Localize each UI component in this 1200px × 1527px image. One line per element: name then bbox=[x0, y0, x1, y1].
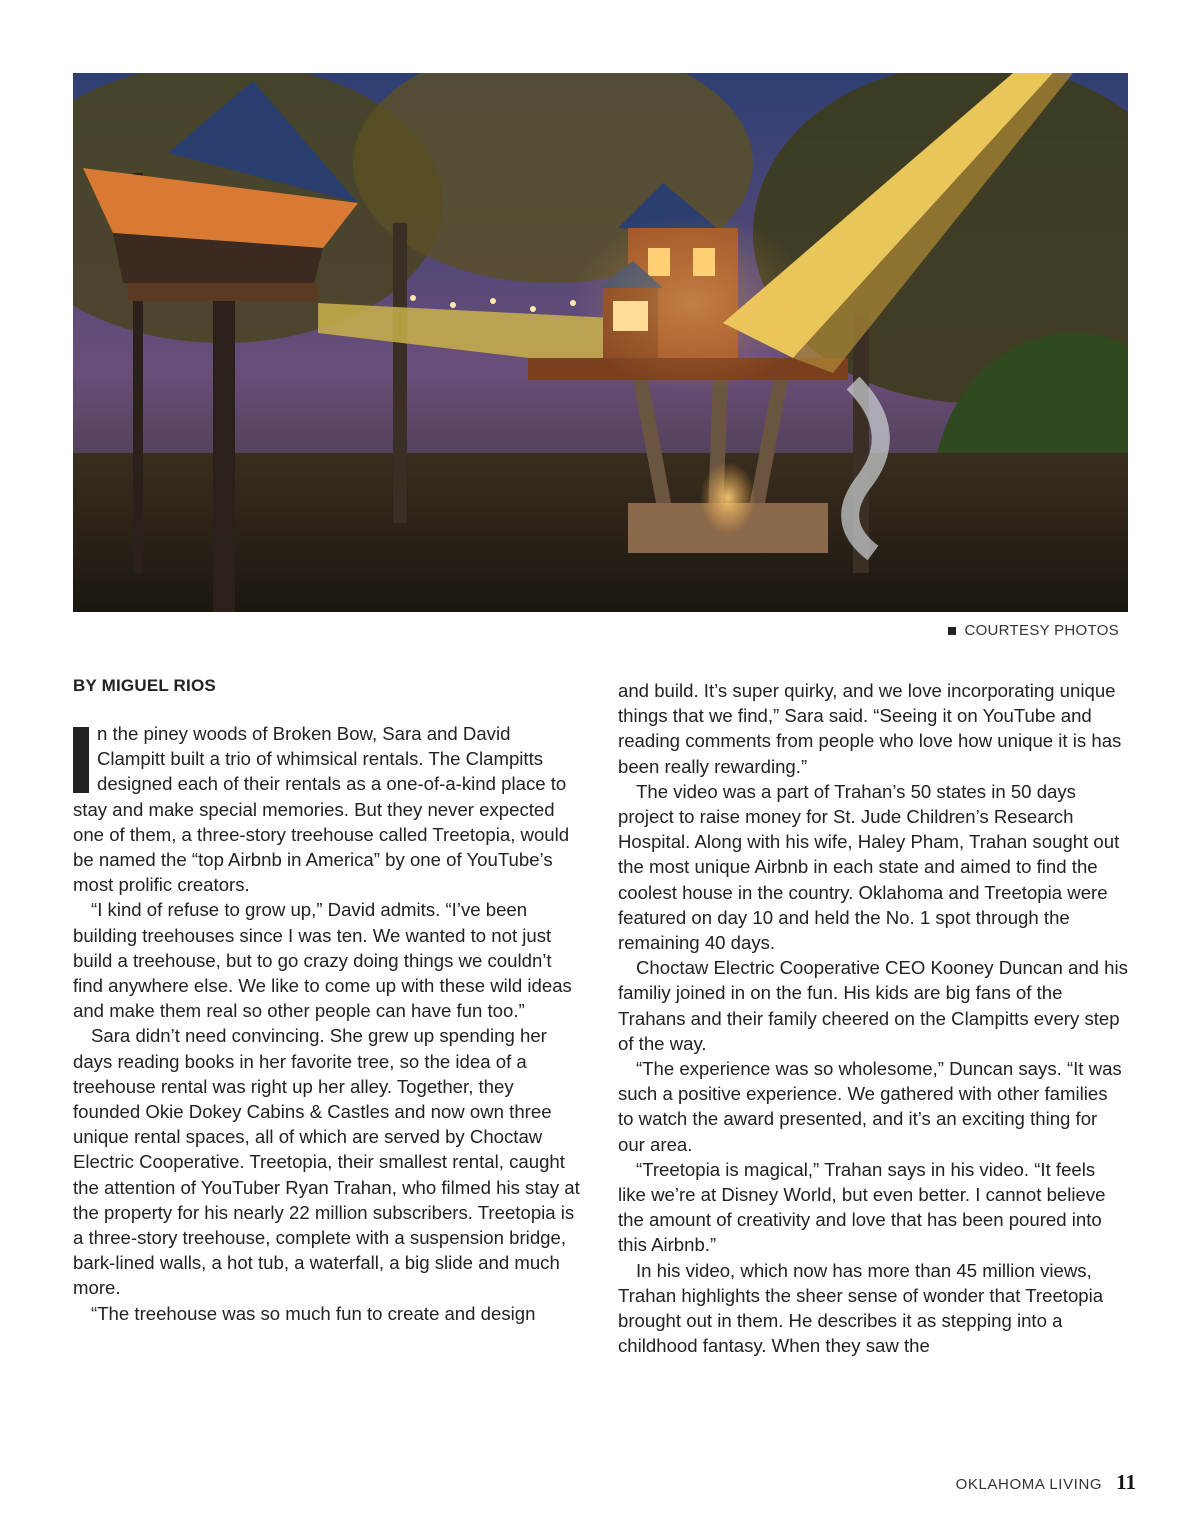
paragraph: In his video, which now has more than 45 million views, Trahan highlights the sheer sense of wonder that Treetopia brought out in them. He describes it as stepping into a childhood fantasy. When they saw the bbox=[618, 1259, 1104, 1357]
photo-credit bbox=[948, 622, 1119, 639]
page-number: 11 bbox=[1116, 1470, 1136, 1494]
dropcap-i bbox=[73, 727, 89, 793]
paragraph: “Treetopia is magical,” Trahan says in his video. “It feels like we’re at Disney World, but even better. I cannot believe the amount of creativity and love that has been poured into this Airbnb.” bbox=[618, 1158, 1106, 1256]
treehouse-photo bbox=[73, 73, 1128, 612]
photo-credit-text: COURTESY PHOTOS bbox=[964, 622, 1119, 639]
paragraph: n the piney woods of Broken Bow, Sara and David Clampitt built a trio of whimsical rentals. The Clampitts designed each of their rentals as a one-of-a-kind place to stay and make special memories. But they never expected one of them, a three-story treehouse called Treetopia, would be named the “top Airbnb in America” by one of YouTube’s most prolific creators. bbox=[73, 723, 570, 896]
paragraph: Choctaw Electric Cooperative CEO Kooney Duncan and his familiy joined in on the fun. His kids are big fans of the Trahans and their family cheered on the Clampitts every step of the way. bbox=[618, 957, 1128, 1054]
magazine-name: OKLAHOMA LIVING bbox=[955, 1476, 1103, 1493]
square-bullet-icon bbox=[948, 627, 956, 635]
paragraph: The video was a part of Trahan’s 50 states in 50 days project to raise money for St. Jude Children’s Research Hospital. Along with his wife, Haley Pham, Trahan sought out the most unique Airbnb in each state and aimed to find the coolest house in the country. Oklahoma and Treetopia were featured on day 10 and held the No. 1 spot through the remaining 40 days. bbox=[618, 780, 1120, 954]
page-footer bbox=[956, 1470, 1136, 1495]
paragraph: “The treehouse was so much fun to create and design bbox=[91, 1302, 536, 1324]
treehouse-illustration bbox=[73, 73, 1128, 612]
article-column-1 bbox=[73, 721, 583, 1326]
paragraph: “I kind of refuse to grow up,” David admits. “I’ve been building treehouses since I was ten. We wanted to not just build a treehouse, but to go crazy doing things we couldn’t find anywhere else. We like to come up with these wild ideas and make them real so other people can have fun too.” bbox=[73, 899, 572, 1022]
paragraph: “The experience was so wholesome,” Duncan says. “It was such a positive experience. We gathered with other families to watch the award presented, and it’s an exciting thing for our area. bbox=[618, 1058, 1122, 1155]
paragraph: and build. It’s super quirky, and we love incorporating unique things that we find,” Sara said. “Seeing it on YouTube and reading comments from people who love how unique it is has been really rewarding.” bbox=[618, 680, 1122, 777]
paragraph: Sara didn’t need convincing. She grew up spending her days reading books in her favorite tree, so the idea of a treehouse rental was right up her alley. Together, they founded Okie Dokey Cabins & Castles and now own three unique rental spaces, all of which are served by Choctaw Electric Cooperative. Treetopia, their smallest rental, caught the attention of YouTuber Ryan Trahan, who filmed his stay at the property for his nearly 22 million subscribers. Treetopia is a three-story treehouse, complete with a suspension bridge, bark-lined walls, a hot tub, a waterfall, a big slide and much more. bbox=[73, 1025, 580, 1299]
article-column-2 bbox=[618, 678, 1128, 1358]
byline: BY MIGUEL RIOS bbox=[73, 676, 216, 695]
